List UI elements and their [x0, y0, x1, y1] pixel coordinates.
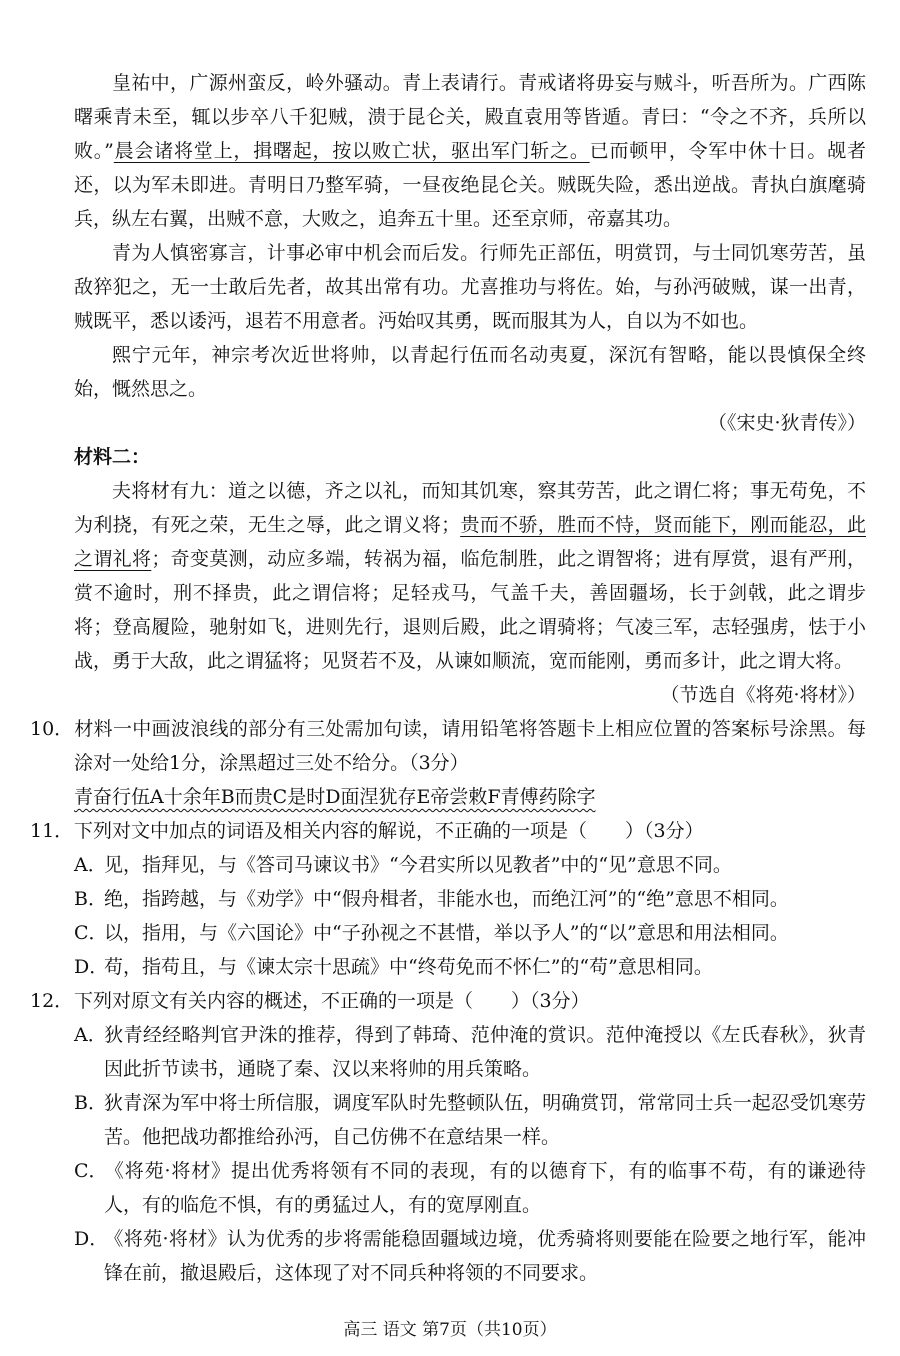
material1-paragraph-3: 熙宁元年，神宗考次近世将帅，以青起行伍而名动夷夏，深沉有智略，能以畏慎保全终始，慨然思之。	[74, 344, 866, 400]
option-label: D．	[74, 1228, 109, 1250]
question-12-stem	[30, 984, 866, 1018]
option-text: 《将苑·将材》认为优秀的步将需能稳固疆域边境，优秀骑将则要能在险要之地行军，能冲锋在前，撤退殿后，这体现了对不同兵种将领的不同要求。	[104, 1228, 866, 1284]
option-text: 绝，指跨越，与《劝学》中“假舟楫者，非能水也，而绝江河”的“绝”意思不相同。	[104, 888, 789, 910]
option-c[interactable]	[30, 916, 866, 950]
page-footer: 高三 语文 第7页（共10页）	[343, 1320, 557, 1340]
option-label: C．	[74, 1160, 108, 1182]
option-d[interactable]	[30, 1222, 866, 1290]
paragraph-text: 已而顿甲，令军中休十日。觇者还，以为军未即进。青明日乃整军骑，一昼夜绝昆仑关。贼既失险，悉出逆战。青执白旗麾骑兵，纵左右翼，出贼不意，大败之，追奔五十里。还至京师，帝嘉其功。	[74, 140, 866, 230]
option-label: C．	[74, 922, 108, 944]
question-10	[30, 712, 866, 814]
option-text: 苟，指苟且，与《谏太宗十思疏》中“终苟免而不怀仁”的“苟”意思相同。	[104, 956, 713, 978]
question-number: 10．	[30, 718, 74, 740]
material2-title: 材料二：	[74, 446, 151, 468]
option-text: 《将苑·将材》提出优秀将领有不同的表现，有的以德育下，有的临事不苟，有的谦逊待人，有的临危不惧，有的勇猛过人，有的宽厚刚直。	[104, 1160, 866, 1216]
option-text: 狄青经经略判官尹洙的推荐，得到了韩琦、范仲淹的赏识。范仲淹授以《左氏春秋》，狄青因此折节读书，通晓了秦、汉以来将帅的用兵策略。	[104, 1024, 866, 1080]
question-text: 下列对文中加点的词语及相关内容的解说，不正确的一项是（ ）（3分）	[74, 820, 704, 842]
option-b[interactable]	[30, 882, 866, 916]
question-text: 下列对原文有关内容的概述，不正确的一项是（ ）（3分）	[74, 990, 590, 1012]
option-d[interactable]	[30, 950, 866, 984]
question-10-wavy-line	[30, 780, 866, 814]
question-number: 12．	[30, 990, 74, 1012]
option-text: 狄青深为军中将士所信服，调度军队时先整顿队伍，明确赏罚，常常同士兵一起忍受饥寒劳苦。他把战功都推给孙沔，自己仿佛不在意结果一样。	[104, 1092, 866, 1148]
option-label: B．	[74, 888, 107, 910]
paragraph-text: 夫将材有九：道之以德，齐之以礼，而知其饥寒，察其劳苦，此之谓仁将；事无苟免，不为利挠，有死之荣，无生之辱，此之谓义将；	[74, 480, 866, 536]
option-text: 见，指拜见，与《答司马谏议书》“今君实所以见教者”中的“见”意思不同。	[104, 854, 732, 876]
option-label: A．	[74, 854, 107, 876]
material1-paragraph-1	[74, 66, 866, 236]
question-11	[30, 814, 866, 984]
option-label: A．	[74, 1024, 107, 1046]
material2-source: （节选自《将苑·将材》）	[660, 684, 866, 706]
underlined-sentence: 贵而不骄，胜而不恃，贤而能下，刚而能忍，此之谓礼将	[74, 514, 866, 570]
option-a[interactable]	[30, 848, 866, 882]
paragraph-text: ；奇变莫测，动应多端，转祸为福，临危制胜，此之谓智将；进有厚赏，退有严刑，赏不逾时，刑不择贵，此之谓信将；足轻戎马，气盖千夫，善固疆场，长于剑戟，此之谓步将；登高履险，驰射如飞，进则先行，退则后殿，此之谓骑将；气凌三军，志轻强虏，怯于小战，勇于大敌，此之谓猛将；见贤若不及，从谏如顺流，宽而能刚，勇而多计，此之谓大将。	[74, 548, 866, 672]
material1-source: （《宋史·狄青传》）	[707, 412, 866, 434]
material2-passage	[74, 440, 866, 712]
option-c[interactable]	[30, 1154, 866, 1222]
question-number: 11．	[30, 820, 74, 842]
paragraph-text: 皇祐中，广源州蛮反，岭外骚动。青上表请行。青戒诸将毋妄与贼斗，听吾所为。广西陈曙乘青未至，辄以步卒八千犯贼，溃于昆仑关，殿直袁用等皆遁。青曰：“令之不齐，兵所以败。”	[74, 72, 866, 162]
option-text: 以，指用，与《六国论》中“子孙视之不甚惜，举以予人”的“以”意思和用法相同。	[104, 922, 789, 944]
question-text: 材料一中画波浪线的部分有三处需加句读，请用铅笔将答题卡上相应位置的答案标号涂黑。每涂对一处给1分，涂黑超过三处不给分。（3分）	[74, 718, 866, 774]
question-11-stem	[30, 814, 866, 848]
question-10-stem	[30, 712, 866, 780]
wavy-underlined-text: 青奋行伍A十余年B而贵C是时D面涅犹存E帝尝敕F青傅药除字	[74, 786, 596, 808]
option-label: B．	[74, 1092, 107, 1114]
material2-paragraph	[74, 474, 866, 678]
material1-paragraph-2: 青为人慎密寡言，计事必审中机会而后发。行师先正部伍，明赏罚，与士同饥寒劳苦，虽敌猝犯之，无一士敢后先者，故其出常有功。尤喜推功与将佐。始，与孙沔破贼，谋一出青，贼既平，悉以诿沔，退若不用意者。沔始叹其勇，既而服其为人，自以为不如也。	[74, 242, 866, 332]
option-label: D．	[74, 956, 109, 978]
underlined-sentence: 晨会诸将堂上，揖曙起，按以败亡状，驱出军门斩之。	[113, 140, 590, 162]
option-b[interactable]	[30, 1086, 866, 1154]
option-a[interactable]	[30, 1018, 866, 1086]
material1-passage	[74, 66, 866, 440]
question-12	[30, 984, 866, 1290]
